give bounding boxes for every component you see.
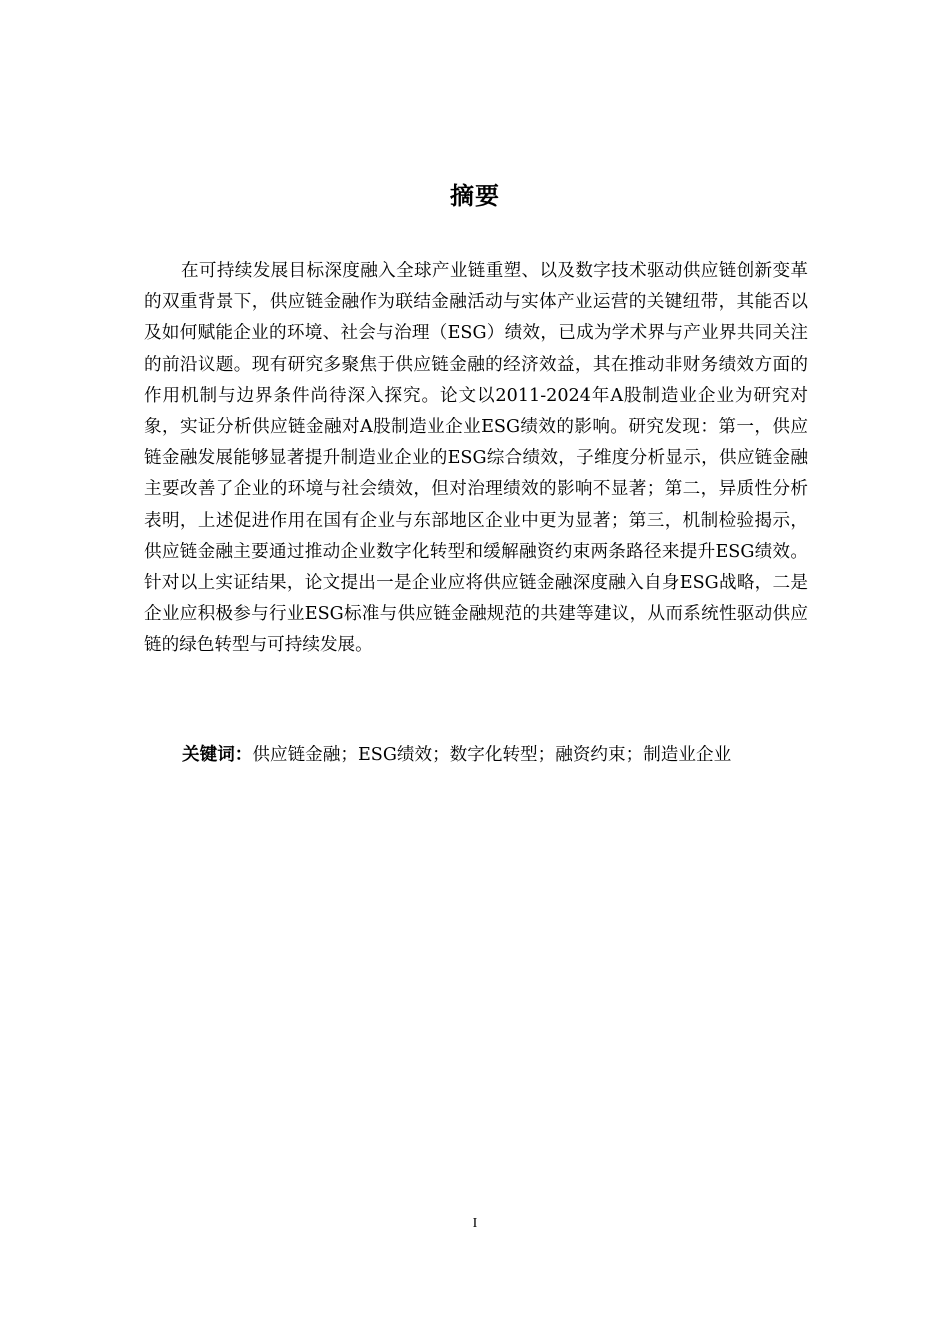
abstract-paragraph: 在可持续发展目标深度融入全球产业链重塑、以及数字技术驱动供应链创新变革的双重背景下，供应链金融作为联结金融活动与实体产业运营的关键纽带，其能否以及如何赋能企业的环境、社会与治理（ESG）绩效，已成为学术界与产业界共同关注的前沿议题。现有研究多聚焦于供应链金融的经济效益，其在推动非财务绩效方面的作用机制与边界条件尚待深入探究。论文以2011-2024年A股制造业企业为研究对象，实证分析供应链金融对A股制造业企业ESG绩效的影响。研究发现：第一，供应链金融发展能够显著提升制造业企业的ESG综合绩效，子维度分析显示，供应链金融主要改善了企业的环境与社会绩效，但对治理绩效的影响不显著；第二，异质性分析表明，上述促进作用在国有企业与东部地区企业中更为显著；第三，机制检验揭示，供应链金融主要通过推动企业数字化转型和缓解融资约束两条路径来提升ESG绩效。针对以上实证结果，论文提出一是企业应将供应链金融深度融入自身ESG战略，二是企业应积极参与行业ESG标准与供应链金融规范的共建等建议，从而系统性驱动供应链的绿色转型与可持续发展。 — [144, 261, 808, 656]
keywords-label: 关键词： — [182, 745, 253, 765]
page-title: 摘要 — [450, 182, 500, 210]
keywords-list: 供应链金融；ESG绩效；数字化转型；融资约束；制造业企业 — [252, 745, 732, 765]
page-number: I — [472, 1216, 478, 1231]
keywords-line — [182, 740, 822, 771]
